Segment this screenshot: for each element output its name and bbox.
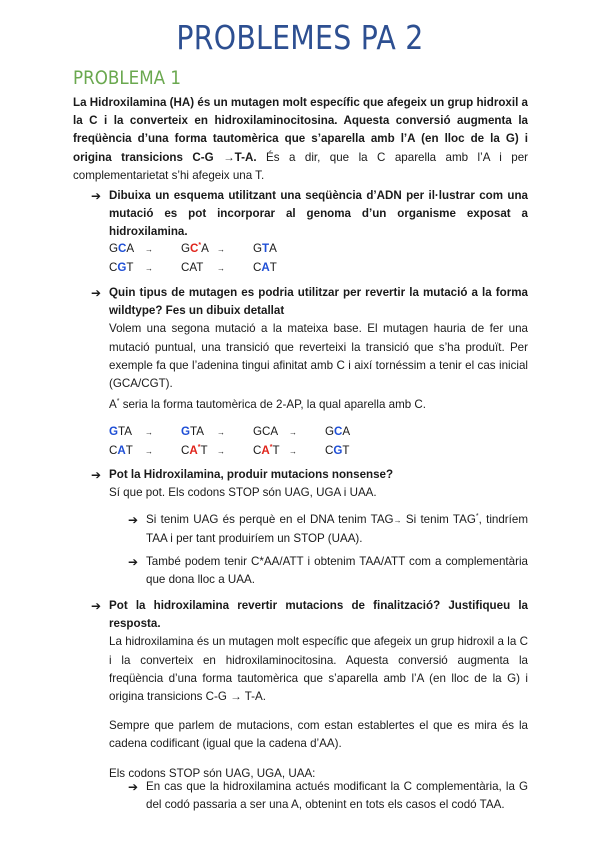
sequence-row [109,442,361,461]
arrow-icon: → [145,245,153,254]
codon [325,442,361,460]
codon [181,423,217,441]
sub-bullet-arrow-icon: ➔ [128,780,139,794]
page-title: PROBLEMES PA 2 [176,18,424,57]
codon-base: G [181,425,191,438]
codon-base: G [181,242,191,255]
arrow-icon: → [145,428,153,437]
codon-base: A [117,444,126,457]
sequence-diagram-2 [109,423,361,461]
codon-base: C [325,444,334,457]
codon-base: C [181,444,190,457]
codon-base: G [117,261,127,274]
mutation-mark: * [197,444,201,452]
codon-base: A [189,444,198,457]
codon-base: T [200,444,208,457]
codon-base: A [196,425,204,438]
codon [253,240,289,258]
answer-3: Sí que pot. Els codons STOP són UAG, UGA i UAA. [109,486,377,500]
bullet-arrow-icon: ➔ [91,286,102,300]
codon-base: C [334,425,343,438]
codon-base: G [333,444,343,457]
codon-base: T [196,261,204,274]
problem-heading: PROBLEMA 1 [73,67,182,89]
codon-base: A [124,425,132,438]
intro-normal: És a dir, que la C aparella amb l’A i per complementarietat s’hi afegeix una T. [73,150,529,182]
question-3: Pot la Hidroxilamina, produir mutacions nonsense? Sí que pot. Els codons STOP són UAG, UGA i UAA. [109,466,528,502]
answer-4-sub-1: En cas que la hidroxilamina actués modificant la C complementària, la G del codó passaria a ser una A, obtenint en tots els casos el codó TAA. [146,780,528,812]
arrow-icon: → [217,264,225,273]
codon-base: C [181,261,190,274]
answer-2: Volem una segona mutació a la mateixa base. El mutagen hauria de fer una mutació puntual, una transició que reverteixi la transició que s’ha produït. Per exemple fa que l’adenina tingui afinitat amb C i així tornéssim a tenir el cas inicial (GCA/CGT). [109,322,528,391]
sequence-row [109,259,289,278]
sub-bullet-arrow-icon: ➔ [128,555,139,569]
codon-base: T [342,444,350,457]
answer-4-p1: La hidroxilamina és un mutagen molt específic que afegeix un grup hidroxil a la C i la converteix en hidroxilaminocitosina. Aquesta conversió augmenta la freqüència d’una forma tautomèrica que s’aparella amb l’A (en lloc de la G) i origina transicions C-G → T-A. [109,635,528,704]
mutation-mark: * [269,444,273,452]
arrow-icon: → [145,264,153,273]
codon-base: C [253,261,262,274]
arrow-icon: → [393,516,402,525]
codon [109,240,145,258]
sequence-diagram-1 [109,240,289,278]
codon-base: A [126,242,135,255]
answer-4-p3: Els codons STOP són UAG, UGA, UAA: [109,766,316,780]
codon-base: C [118,242,127,255]
codon-base: C [262,425,271,438]
codon [325,423,361,441]
codon-base: A [269,242,277,255]
codon-base: A [201,242,209,255]
answer-2-note: A* seria la forma tautomèrica de 2-AP, la qual aparella amb C. [109,398,427,411]
codon [109,259,145,277]
arrow-icon: → [289,428,297,437]
codon-base: T [118,425,125,438]
arrow-icon: → [289,447,297,456]
codon-base: G [109,425,119,438]
codon-base: C [190,242,199,255]
codon-base: T [125,444,133,457]
arrow-icon: → [217,245,225,254]
codon [253,259,289,277]
answer-4-p2: Sempre que parlem de mutacions, com estan establertes el que es mira és la cadena codificant (igual que la cadena d’AA). [109,719,528,751]
codon-base: T [269,261,277,274]
answer-3-sub-2: També podem tenir C*AA/ATT i obtenim TAA/ATT com a complementària que dona lloc a UAA. [146,555,528,587]
codon-base: C [109,444,118,457]
codon-base: A [189,261,197,274]
codon-base: A [342,425,351,438]
codon-base: A [270,425,279,438]
codon [109,423,145,441]
arrow-icon: → [217,428,225,437]
codon-base: G [109,242,119,255]
codon-base: C [109,261,118,274]
arrow-icon: → [145,447,153,456]
codon-base: T [126,261,134,274]
codon [253,423,289,441]
codon-base: A [261,444,270,457]
codon-base: G [253,425,263,438]
codon-base: C [253,444,262,457]
codon-base: G [325,425,335,438]
mutation-mark: * [198,242,202,250]
codon [181,442,217,460]
sub-bullet-arrow-icon: ➔ [128,513,139,527]
question-1: Dibuixa un esquema utilitzant una seqüència d’ADN per il·lustrar com una mutació es pot incorporar al genoma d’un organisme exposat a hidroxilamina. [109,189,528,239]
intro-paragraph [73,94,528,185]
bullet-arrow-icon: ➔ [91,189,102,203]
question-4: Pot la hidroxilamina revertir mutacions de finalització? Justifiqueu la resposta. La hidroxilamina és un mutagen molt específic que afegeix un grup hidroxil a la C i la converteix en hidroxilaminocitosina. Aquesta conversió augmenta la freqüència d’una forma tautomèrica que s’aparella amb l’A (en lloc de la G) i origina transicions C-G → T-A. Sempre que parlem de mutacions, com estan establertes el que es mira és la cadena codificant (igual que la cadena d’AA). Els codons STOP són UAG, UGA, UAA: [109,597,528,783]
codon [181,240,217,258]
codon-base: G [253,242,263,255]
codon-base: A [261,261,270,274]
codon [253,442,289,460]
codon-base: T [190,425,197,438]
bullet-arrow-icon: ➔ [91,468,102,482]
intro-bold: La Hidroxilamina (HA) és un mutagen molt específic que afegeix un grup hidroxil a la C i la converteix en hidroxilaminocitosina. Aquesta conversió augmenta la freqüència d’una forma tautomèrica que s’aparella amb l’A (en lloc de la G) i origina transicions C-G →T-A. [73,96,528,164]
arrow-icon: → [217,447,225,456]
sequence-row [109,423,361,442]
codon [181,259,217,277]
codon [109,442,145,460]
codon-base: T [262,242,270,255]
bullet-arrow-icon: ➔ [91,599,102,613]
answer-3-sub-1: Si tenim UAG és perquè en el DNA tenim TAG→ Si tenim TAG*, tindríem TAA i per tant produiríem un STOP (UAA). [146,513,528,546]
codon-base: T [272,444,280,457]
sequence-row [109,240,289,259]
question-2: Quin tipus de mutagen es podria utilitzar per revertir la mutació a la forma wildtype? Fes un dibuix detallat Volem una segona mutació a la mateixa base. El mutagen hauria de fer una mutació puntual, una transició que reverteixi la transició que s’ha produït. Per exemple fa que l’adenina tingui afinitat amb C i així tornéssim a tenir el cas inicial (GCA/CGT). [109,284,528,393]
